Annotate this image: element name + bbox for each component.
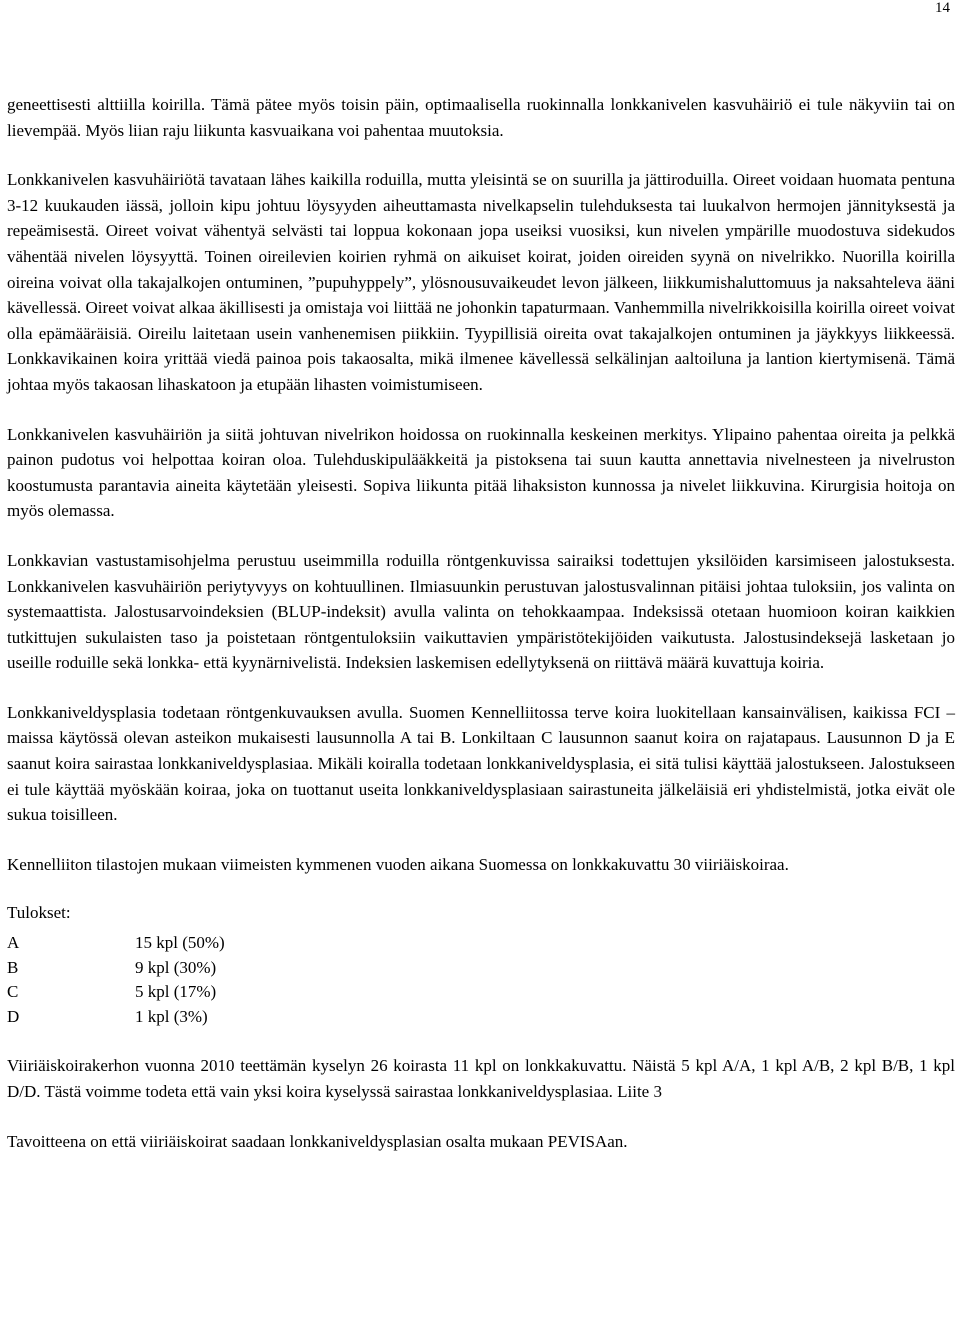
results-list	[7, 931, 955, 1029]
paragraph-symptoms: Lonkkanivelen kasvuhäiriötä tavataan lähes kaikilla roduilla, mutta yleisintä se on suurilla ja jättiroduilla. Oireet voidaan huomata pentuna 3-12 kuukauden iässä, jolloin kipu johtuu löysyyden aiheuttamasta nivelkapselin tulehduksesta tai luukalvon hermojen jännityksestä ja repeämisestä. Oireet voivat vähentyä selvästi tai loppua kokonaan jopa useiksi vuosiksi, kun nivelen ympärille muodostuva sidekudos vähentää nivelen löysyyttä. Toinen oireilevien koirien ryhmä on aikuiset koirat, joiden oireiden syynä on nivelrikko. Nuorilla koirilla oireina voivat olla takajalkojen ontuminen, ”pupuhyppely”, ylösnousuvaikeudet levon jälkeen, liikkumishaluttomuus ja naksahteleva ääni kävellessä. Oireet voivat alkaa äkillisesti ja omistaja voi liittää ne johonkin tapaturmaan. Vanhemmilla nivelrikkoisilla koirilla oireet voivat olla epämääräisiä. Oireilu laitetaan usein vanhenemisen piikkiin. Tyypillisiä oireita ovat takajalkojen ontuminen ja jäykkyys liikkeessä. Lonkkavikainen koira yrittää viedä painoa pois takaosalta, mikä ilmenee kävellessä selkälinjan aaltoiluna ja lantion kiertymisenä. Tämä johtaa myös takaosan lihaskatoon ja etupään lihasten voimistumiseen.	[7, 170, 955, 394]
result-row	[7, 1005, 955, 1030]
result-grade: D	[7, 1006, 20, 1026]
page-number: 14	[935, 0, 950, 16]
result-row	[7, 956, 955, 981]
result-row	[7, 980, 955, 1005]
result-value: 15 kpl (50%)	[135, 933, 225, 953]
paragraph-breeding-program: Lonkkavian vastustamisohjelma perustuu useimmilla roduilla röntgenkuvissa sairaiksi todettujen yksilöiden karsimiseen jalostuksesta. Lonkkanivelen kasvuhäiriön periytyvyys on kohtuullinen. Ilmiasuunkin perustuvan jalostusvalinnan pitäisi johtaa tuloksiin, jos valinta on systemaattista. Jalostusarvoindeksien (BLUP-indeksit) avulla valinta on tehokkaampaa. Indeksissä otetaan huomioon koiran kaikkien tutkittujen sukulaisten taso ja poistetaan röntgentuloksiin vaikuttavien ympäristötekijöiden vaikutusta. Jalostusindeksejä lasketaan jo useille roduille sekä lonkka- että kyynärnivelistä. Indeksien laskemisen edellytyksenä on riittävä määrä kuvattuja koiria.	[7, 550, 955, 673]
paragraph-growth-disorder-intro: geneettisesti alttiilla koirilla. Tämä pätee myös toisin päin, optimaalisella ruokinnalla lonkkanivelen kasvuhäiriö ei tule näkyviin tai on lievempää. Myös liian raju liikunta kasvuaikana voi pahentaa muutoksia.	[7, 95, 955, 140]
paragraph-goal: Tavoitteena on että viiriäiskoirat saadaan lonkkaniveldysplasian osalta mukaan PEVISAan.	[7, 1131, 628, 1151]
result-value: 9 kpl (30%)	[135, 957, 217, 977]
result-grade: C	[7, 982, 19, 1002]
paragraph-survey: Viiriäiskoirakerhon vuonna 2010 teettämän kyselyn 26 koirasta 11 kpl on lonkkakuvattu. Näistä 5 kpl A/A, 1 kpl A/B, 2 kpl B/B, 1 kpl D/D. Tästä voimme todeta että vain yksi koira kyselyssä sairastaa lonkkaniveldysplasiaa. Liite 3	[7, 1056, 955, 1102]
result-grade: A	[7, 933, 20, 953]
result-value: 5 kpl (17%)	[135, 982, 217, 1002]
result-value: 1 kpl (3%)	[135, 1006, 208, 1026]
result-grade: B	[7, 957, 19, 977]
result-row	[7, 931, 955, 956]
paragraph-treatment: Lonkkanivelen kasvuhäiriön ja siitä johtuvan nivelrikon hoidossa on ruokinnalla keskeinen merkitys. Ylipaino pahentaa oireita ja pelkkä painon pudotus voi helpottaa koiran oloa. Tulehduskipulääkkeitä ja pistoksena tai suun kautta annettavia nivelnesteen ja nivelruston koostumusta parantavia aineita käytetään yleisesti. Sopiva liikunta pitää lihaksiston kunnossa ja nivelet liikkuvina. Kirurgisia hoitoja on myös olemassa.	[7, 424, 955, 521]
results-label: Tulokset:	[7, 903, 71, 923]
document-body	[7, 92, 955, 1154]
paragraph-xray-diagnosis: Lonkkaniveldysplasia todetaan röntgenkuvauksen avulla. Suomen Kennelliitossa terve koira luokitellaan kansainvälisen, kaikissa FCI –maissa käytössä olevan asteikon mukaisesti lausunnolla A tai B. Lonkiltaan C lausunnon saanut koira on rajatapaus. Lausunnon D ja E saanut koira sairastaa lonkkaniveldysplasiaa. Mikäli koiralla todetaan lonkkaniveldysplasia, ei sitä tulisi käyttää jalostukseen. Jalostukseen ei tule käyttää myöskään koiraa, joka on tuottanut useita lonkkaniveldysplasiaan sairastuneita jälkeläisiä eri yhdistelmistä, jotka eivät ole sukua toisilleen.	[7, 702, 955, 825]
paragraph-statistics: Kennelliiton tilastojen mukaan viimeisten kymmenen vuoden aikana Suomessa on lonkkakuvattu 30 viiriäiskoiraa.	[7, 854, 789, 874]
